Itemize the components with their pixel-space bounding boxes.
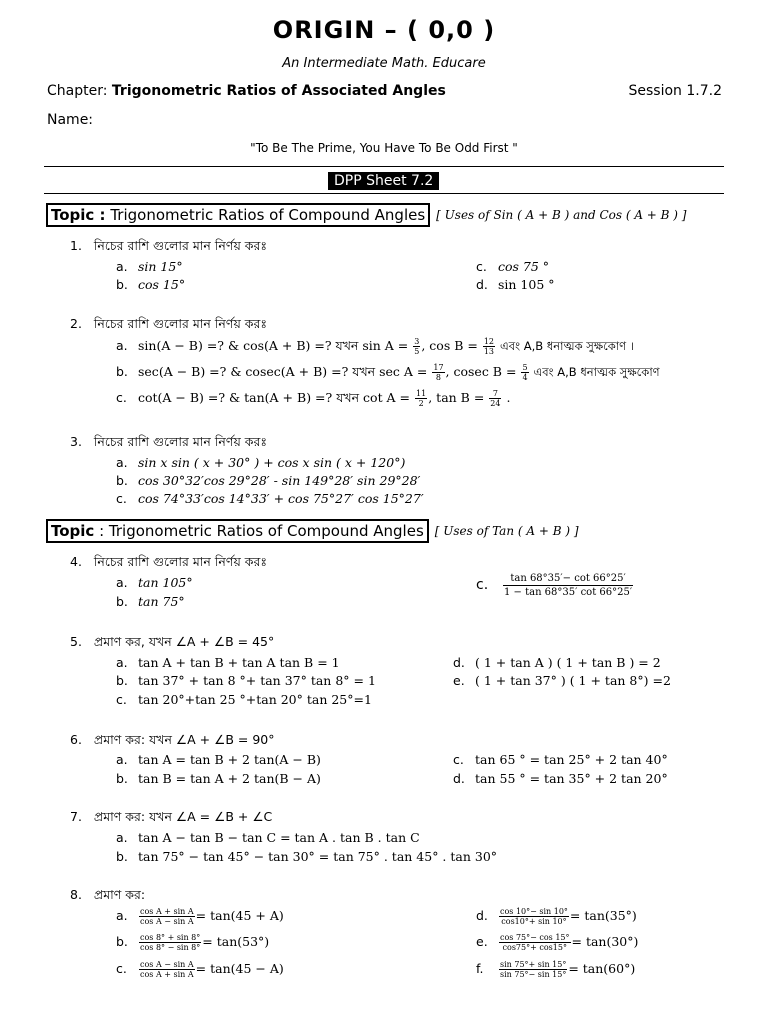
topic-note: [ Uses of Tan ( A + B ) ] [434,524,579,538]
question-number: 8. [70,887,82,902]
question-text: নিচের রাশি গুলোর মান নির্ণয় করঃ [93,238,268,253]
question-8 [70,887,145,907]
q5-item-a: a. tan A + tan B + tan A tan B = 1 [116,655,340,670]
chapter-name: Trigonometric Ratios of Associated Angles [111,83,446,99]
q1-item-a: a. sin 15° [116,259,183,274]
name-label: Name: [47,112,94,128]
topic-label: Topic : [51,206,106,224]
question-text: প্রমাণ কর, যখন ∠A + ∠B = 45° [93,634,275,649]
q6-item-c: c. tan 65 ° = tan 25° + 2 tan 40° [453,752,668,767]
q5-item-e: e. ( 1 + tan 37° ) ( 1 + tan 8°) =2 [453,673,671,688]
q1-item-c: c. cos 75 ° [476,259,550,274]
q8-item-e: e. $\frac{\cos 75^\circ- \cos 15^\circ}{\cos 75^\circ+ \cos 15^\circ}$ = tan(30°) [476,933,639,952]
q4-item-b: b. tan 75° [116,594,185,609]
chapter-line [47,83,446,99]
question-number: 4. [70,554,82,569]
question-number: 2. [70,316,82,331]
quote: "To Be The Prime, You Have To Be Odd First " [250,141,518,155]
question-text: প্রমাণ কর: যখন ∠A + ∠B = 90° [93,732,275,747]
question-number: 1. [70,238,82,253]
sheet-title: DPP Sheet 7.2 [328,172,439,190]
q6-item-b: b. tan B = tan A + 2 tan(B − A) [116,771,321,786]
question-text: নিচের রাশি গুলোর মান নির্ণয় করঃ [93,554,268,569]
q5-item-c: c. tan 20°+tan 25 °+tan 20° tan 25°=1 [116,692,372,707]
q7-item-b: b. tan 75° − tan 45° − tan 30° = tan 75° . tan 45° . tan 30° [116,849,498,864]
question-5 [70,634,274,654]
q7-item-a: a. tan A − tan B − tan C = tan A . tan B . tan C [116,830,420,845]
question-2 [70,316,267,336]
q3-item-c: c. cos 74°33′cos 14°33′ + cos 75°27′ cos 15°27′ [116,491,424,506]
q6-item-a: a. tan A = tan B + 2 tan(A − B) [116,752,321,767]
question-text: নিচের রাশি গুলোর মান নির্ণয় করঃ [93,434,268,449]
q2-item-a: a. sin(A − B) =? & cos(A + B) =? যখন sin A = $\frac{3}{5}$ , cos B = $\frac{12}{13}$ এবং A,B ধনাত্মক সুক্ষকোণ । [116,337,634,356]
page-subtitle: An Intermediate Math. Educare [282,56,486,71]
question-number: 7. [70,809,82,824]
q4-item-c: c. $\frac{\tan 68^\circ 35'- \cot 66^\circ 25'}{1 - \tan 68^\circ 35' \cot 66^\circ 25'}$ [476,573,633,598]
q8-item-f: f. $\frac{\sin 75^\circ+ \sin 15^\circ}{\sin 75^\circ- \sin 15^\circ}$ = tan(60°) [476,960,636,979]
q8-item-a: a. $\frac{\text{cos A + sin A}}{\text{cos A − sin A}}$ = tan(45 + A) [116,907,284,926]
question-text: প্রমাণ কর: [93,887,146,902]
question-6 [70,732,274,752]
question-1 [70,238,267,258]
topic-box [46,203,430,227]
question-text: প্রমাণ কর: যখন ∠A = ∠B + ∠C [93,809,273,824]
q8-item-c: c. $\frac{\text{cos A − sin A}}{\text{cos A + sin A}}$ = tan(45 − A) [116,960,284,979]
q1-item-d: d. sin 105 ° [476,277,555,292]
question-number: 3. [70,434,82,449]
topic-title: : Trigonometric Ratios of Compound Angles [99,522,424,540]
q6-item-d: d. tan 55 ° = tan 35° + 2 tan 20° [453,771,668,786]
question-number: 6. [70,732,82,747]
q1-item-b: b. cos 15° [116,277,186,292]
divider [44,166,724,167]
q4-item-a: a. tan 105° [116,575,193,590]
divider [44,193,724,194]
q2-item-b: b. sec(A − B) =? & cosec(A + B) =? যখন sec A = $\frac{17}{8}$ , cosec B = $\frac{5}{4}$ এবং A,B ধনাত্মক সুক্ষকোণ [116,363,660,382]
topic-label: Topic [51,522,95,540]
q5-item-d: d. ( 1 + tan A ) ( 1 + tan B ) = 2 [453,655,661,670]
topic-note: [ Uses of Sin ( A + B ) and Cos ( A + B ) ] [436,208,687,222]
q2-item-c: c. cot(A − B) =? & tan(A + B) =? যখন cot A = $\frac{11}{2}$ , tan B = $\frac{7}{24}$ . [116,389,511,408]
q8-item-d: d. $\frac{\cos 10^\circ- \sin 10^\circ}{\cos 10^\circ+ \sin 10^\circ}$ = tan(35°) [476,907,637,926]
topic-box [46,519,429,543]
question-3 [70,434,267,454]
question-7 [70,809,272,829]
question-text: নিচের রাশি গুলোর মান নির্ণয় করঃ [93,316,268,331]
q3-item-a: a. sin x sin ( x + 30° ) + cos x sin ( x + 120°) [116,455,406,470]
topic-header [46,203,686,227]
session-label: Session 1.7.2 [628,83,722,99]
q5-item-b: b. tan 37° + tan 8 °+ tan 37° tan 8° = 1 [116,673,376,688]
chapter-label: Chapter: [47,83,108,99]
q8-item-b: b. $\frac{\cos 8^\circ + \sin 8^\circ}{\cos 8^\circ - \sin 8^\circ}$ = tan(53°) [116,933,270,952]
page-title: ORIGIN – ( 0,0 ) [272,16,496,44]
question-number: 5. [70,634,82,649]
question-4 [70,554,267,574]
topic-header [46,519,579,543]
q3-item-b: b. cos 30°32′cos 29°28′ - sin 149°28′ sin 29°28′ [116,473,421,488]
topic-title: Trigonometric Ratios of Compound Angles [110,206,426,224]
